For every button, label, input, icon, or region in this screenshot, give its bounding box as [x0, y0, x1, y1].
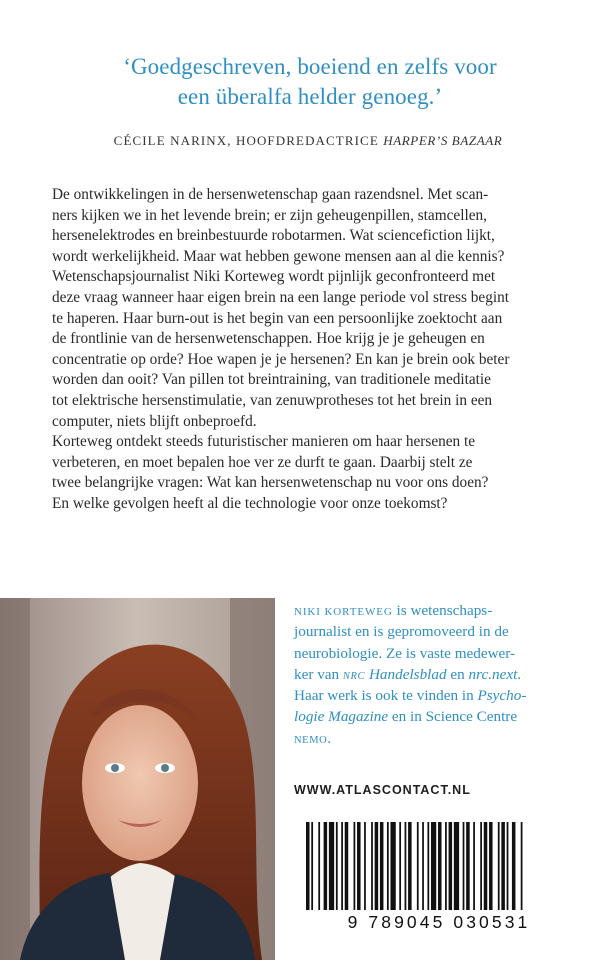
- barcode-bar: [371, 822, 373, 910]
- barcode-bar: [422, 822, 424, 910]
- publisher-website: WWW.ATLASCONTACT.NL: [294, 783, 471, 797]
- barcode-bar: [405, 822, 407, 910]
- museum-name: NEMO: [294, 734, 328, 746]
- blurb-line: Korteweg ontdekt steeds futuristischer manieren om haar hersenen te: [52, 433, 476, 451]
- bio-text: Haar werk is ook te vinden in: [294, 687, 478, 705]
- barcode-bar: [318, 822, 320, 910]
- blurb-line: ners kijken we in het levende brein; er zijn geheugenpillen, stamcellen,: [52, 206, 487, 224]
- barcode-bar: [341, 822, 343, 910]
- blurb-line: de frontlinie van de hersenwetenschappen. Hoe krijg je je geheugen en: [52, 330, 485, 348]
- blurb-line: deze vraag wanneer haar eigen brein na een lange periode vol stress begint: [52, 288, 509, 306]
- bio-text: neurobiologie. Ze is vaste medewer-: [294, 644, 516, 662]
- newspaper-name: nrc.next: [468, 665, 518, 683]
- barcode-bar: [498, 822, 500, 910]
- barcode-bar: [390, 822, 395, 910]
- blurb-line: twee belangrijke vragen: Wat kan hersenwetenschap nu voor ons doen?: [52, 474, 489, 492]
- barcode-bar: [427, 822, 429, 910]
- barcode-bar: [463, 822, 465, 910]
- barcode-bar: [345, 822, 349, 910]
- barcode-bars: [294, 820, 584, 912]
- blurb-line: worden dan ooit? Van pillen tot breintraining, van traditionele meditatie: [52, 371, 491, 389]
- blurb-line: tot elektrische hersenstimulatie, van zenuwprotheses tot het brein in een: [52, 391, 493, 409]
- barcode-bar: [417, 822, 419, 910]
- bio-text: is wetenschaps-: [392, 602, 493, 619]
- attribution-text: CÉCILE NARINX, HOOFDREDACTRICE: [113, 133, 384, 148]
- barcode-bar: [336, 822, 338, 910]
- isbn-number: 9 789045 030531: [347, 912, 531, 932]
- barcode-bar: [311, 822, 313, 910]
- barcode-bar: [507, 822, 509, 910]
- blurb-line: computer, niets blijft onbeproefd.: [52, 412, 257, 430]
- barcode-bar: [399, 822, 401, 910]
- barcode-bar: [408, 822, 412, 910]
- barcode-bar: [489, 822, 493, 910]
- barcode-bar: [357, 822, 361, 910]
- barcode-bar: [454, 822, 459, 910]
- blurb-line: te haperen. Haar burn-out is het begin van een persoonlijke zoektocht aan: [52, 309, 503, 327]
- barcode-bar: [306, 822, 310, 910]
- magazine-name: Psycho-: [477, 687, 527, 705]
- barcode-bar: [445, 822, 447, 910]
- barcode-bar: [354, 822, 356, 910]
- author-bio: [294, 600, 594, 749]
- newspaper-name: Handelsblad: [365, 665, 447, 683]
- bio-text: .: [517, 665, 522, 683]
- bio-text: .: [327, 729, 332, 747]
- barcode-bar: [431, 822, 436, 910]
- barcode-bar: [380, 822, 384, 910]
- barcode-bar: [484, 822, 488, 910]
- barcode-bar: [512, 822, 516, 910]
- blurb-line: Wetenschapsjournalist Niki Korteweg wordt pijnlijk geconfronteerd met: [52, 268, 496, 286]
- barcode-bar: [473, 822, 475, 910]
- barcode-bar: [329, 822, 334, 910]
- blurb-line: hersenelektrodes en breinbestuurde robotarmen. Wat sciencefiction lijkt,: [52, 227, 495, 245]
- barcode-bar: [466, 822, 470, 910]
- author-name: NIKI KORTEWEG: [294, 606, 393, 618]
- barcode-bar: [438, 822, 442, 910]
- bio-text: en: [446, 665, 469, 683]
- blurb-line: verbeteren, en moet bepalen hoe ver ze durft te gaan. Daarbij stelt ze: [52, 453, 473, 471]
- quote-attribution: [30, 133, 586, 149]
- author-photo: [0, 598, 275, 960]
- barcode-bar: [364, 822, 366, 910]
- barcode-bar: [375, 822, 379, 910]
- barcode-bar: [480, 822, 482, 910]
- bio-text: ker van: [294, 665, 343, 683]
- magazine-name: logie Magazine: [294, 708, 389, 726]
- pull-quote-line: een überalfa helder genoeg.’: [177, 84, 443, 109]
- barcode-bar: [324, 822, 328, 910]
- pull-quote-line: ‘Goedgeschreven, boeiend en zelfs voor: [123, 54, 497, 79]
- barcode-bar: [501, 822, 505, 910]
- blurb-line: concentratie op orde? Hoe wapen je je hersenen? En kan je brein ook beter: [52, 350, 510, 368]
- pull-quote: [40, 52, 580, 112]
- blurb-line: De ontwikkelingen in de hersenwetenschap gaan razendsnel. Met scan-: [52, 186, 489, 203]
- newspaper-abbrev: NRC: [342, 670, 366, 682]
- barcode-bar: [387, 822, 389, 910]
- bio-text: en in Science Centre: [388, 708, 518, 726]
- blurb-line: wordt werkelijkheid. Maar wat hebben gewone mensen aan al die kennis?: [52, 247, 505, 265]
- barcode-bar: [449, 822, 453, 910]
- bio-text: journalist en is gepromoveerd in de: [294, 623, 509, 641]
- book-blurb: [52, 185, 592, 515]
- barcode-bar: [521, 822, 523, 910]
- blurb-line: En welke gevolgen heeft al die technologie voor onze toekomst?: [52, 494, 448, 512]
- attribution-publication: HARPER’S BAZAAR: [383, 133, 503, 148]
